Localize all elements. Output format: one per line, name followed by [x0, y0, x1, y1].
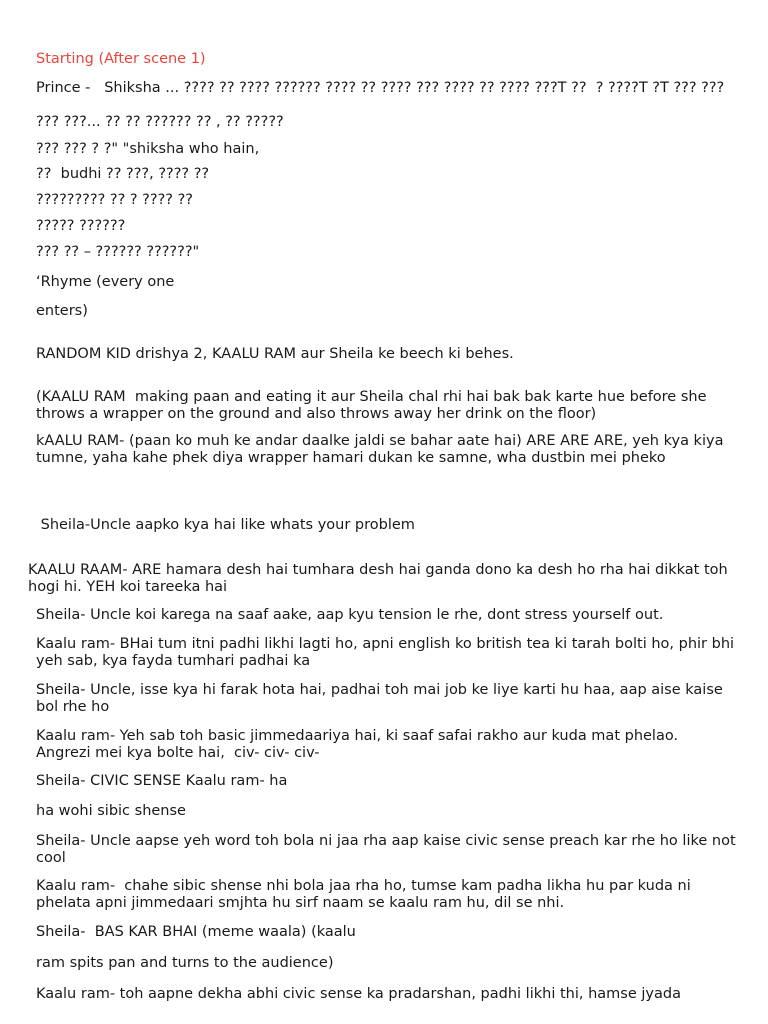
script-line: ????? ?????? [36, 218, 126, 234]
script-line: ??? ??? ? ?" "shiksha who hain, [36, 141, 260, 157]
script-line: Kaalu ram- chahe sibic shense nhi bola jaa rha ho, tumse kam padha likha hu par kuda ni phelata apni jimmedaari smjhta hu sirf naam se kaalu ram hu, dil se nhi. [36, 878, 696, 911]
script-line: RANDOM KID drishya 2, KAALU RAM aur Sheila ke beech ki behes. [36, 346, 514, 362]
script-line: Kaalu ram- BHai tum itni padhi likhi lagti ho, apni english ko british tea ki tarah bolti ho, phir bhi yeh sab, kya fayda tumhari padhai ka [36, 636, 739, 669]
script-line: Sheila- CIVIC SENSE Kaalu ram- ha [36, 773, 288, 789]
script-line: ??? ?? – ?????? ??????" [36, 244, 200, 260]
script-line: Sheila-Uncle aapko kya hai like whats your problem [36, 517, 415, 533]
script-line: ????????? ?? ? ???? ?? [36, 192, 193, 208]
script-line: ?? budhi ?? ???, ???? ?? [36, 166, 210, 182]
section-heading: Starting (After scene 1) [36, 51, 206, 67]
script-line: Kaalu ram- toh aapne dekha abhi civic sense ka pradarshan, padhi likhi thi, hamse jyada [36, 986, 681, 1002]
script-line: Sheila- Uncle koi karega na saaf aake, aap kyu tension le rhe, dont stress yourself out. [36, 607, 664, 623]
script-line: Prince - Shiksha ... ???? ?? ???? ?????? ???? ?? ???? ??? ???? ?? ???? ???T ?? ? ????T ?T ??? ??? [36, 80, 729, 96]
script-line: ram spits pan and turns to the audience) [36, 955, 334, 971]
script-line: Kaalu ram- Yeh sab toh basic jimmedaariya hai, ki saaf safai rakho aur kuda mat phelao. Angrezi mei kya bolte hai, civ- civ- civ- [36, 728, 683, 761]
script-line: ‘Rhyme (every one [36, 274, 175, 290]
script-line: Sheila- Uncle aapse yeh word toh bola ni jaa rha aap kaise civic sense preach kar rhe ho like not cool [36, 833, 741, 866]
script-line: enters) [36, 303, 88, 319]
script-line: ha wohi sibic shense [36, 803, 186, 819]
script-line: ??? ???... ?? ?? ?????? ?? , ?? ????? [36, 114, 284, 130]
script-line: (KAALU RAM making paan and eating it aur Sheila chal rhi hai bak bak karte hue before she throws a wrapper on the ground and also throws away her drink on the floor) [36, 389, 712, 422]
script-line: kAALU RAM- (paan ko muh ke andar daalke jaldi se bahar aate hai) ARE ARE ARE, yeh kya kiya tumne, yaha kahe phek diya wrapper hamari dukan ke samne, wha dustbin mei pheko [36, 433, 729, 466]
script-line: Sheila- Uncle, isse kya hi farak hota hai, padhai toh mai job ke liye karti hu haa, aap aise kaise bol rhe ho [36, 682, 728, 715]
script-line: KAALU RAAM- ARE hamara desh hai tumhara desh hai ganda dono ka desh ho rha hai dikkat toh hogi hi. YEH koi tareeka hai [28, 562, 733, 595]
script-line: Sheila- BAS KAR BHAI (meme waala) (kaalu [36, 924, 356, 940]
